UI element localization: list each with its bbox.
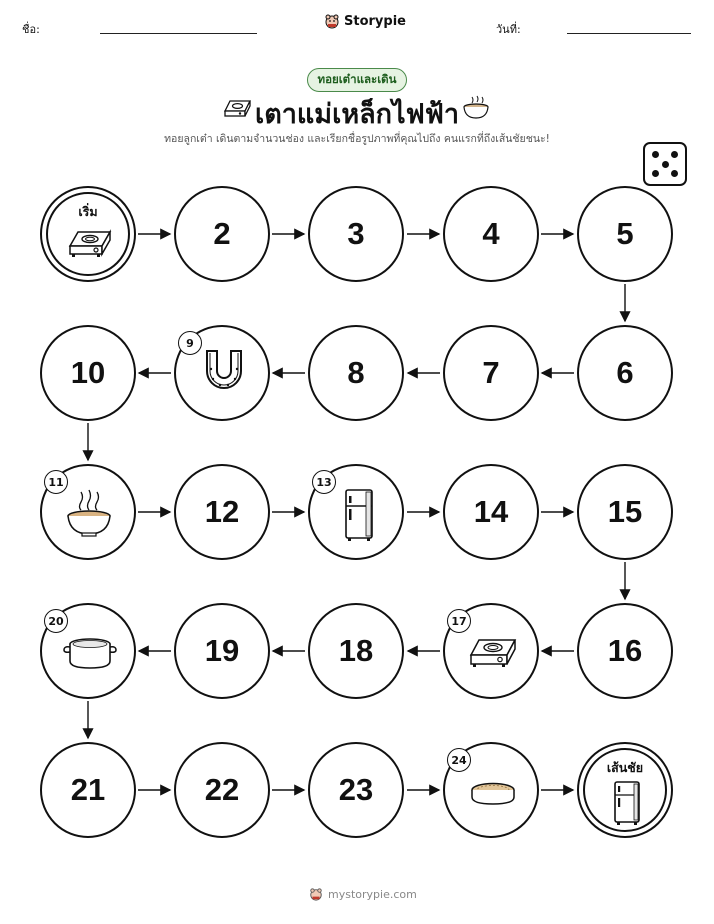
- soup-bowl-icon: [64, 488, 114, 538]
- refrigerator-icon: [613, 780, 641, 826]
- cell-number: 12: [204, 494, 240, 529]
- cell-number: 4: [482, 216, 500, 251]
- cell-number: 16: [607, 633, 643, 668]
- board-cell: [443, 186, 539, 282]
- board-cell: [40, 325, 136, 421]
- cell-number-badge: 17: [447, 609, 471, 633]
- cell-number: 10: [70, 355, 106, 390]
- board-cell: [308, 186, 404, 282]
- cell-number: 18: [338, 633, 374, 668]
- board-cell: [174, 186, 270, 282]
- board-cell: [308, 603, 404, 699]
- cell-number-badge: 11: [44, 470, 68, 494]
- cell-number-badge: 24: [447, 748, 471, 772]
- board-cell: [174, 464, 270, 560]
- finish-cell: [577, 742, 673, 838]
- cell-number: 14: [473, 494, 509, 529]
- cell-number: 23: [338, 772, 374, 807]
- cell-number: 5: [616, 216, 634, 251]
- game-tag: ทอยเต๋าและเดิน: [307, 68, 407, 92]
- instructions: ทอยลูกเต๋า เดินตามจำนวนช่อง และเรียกชื่อรูปภาพที่คุณไปถึง คนแรกที่ถึงเส้นชัยชนะ!: [164, 133, 550, 145]
- cell-number: 2: [213, 216, 231, 251]
- board-cell: [577, 603, 673, 699]
- refrigerator-icon: [343, 488, 375, 542]
- cooking-pot-icon: [62, 635, 118, 673]
- name-label: ชื่อ:: [22, 23, 40, 36]
- cell-number: 3: [347, 216, 365, 251]
- induction-cooker-icon: [66, 226, 114, 262]
- footer-site[interactable]: mystorypie.com: [328, 887, 417, 901]
- cell-number-badge: 9: [178, 331, 202, 355]
- board-cell: [577, 186, 673, 282]
- start-cell: [40, 186, 136, 282]
- cell-number-badge: 20: [44, 609, 68, 633]
- page-title: เตาแม่เหล็กไฟฟ้า: [254, 99, 460, 130]
- start-label: เริ่ม: [78, 204, 98, 219]
- cell-number: 21: [70, 772, 106, 807]
- board-cell: [443, 325, 539, 421]
- board-cell: [308, 742, 404, 838]
- board-cell: [308, 325, 404, 421]
- cell-number: 7: [482, 355, 500, 390]
- board-cell: [443, 464, 539, 560]
- date-label: วันที่:: [496, 23, 521, 36]
- brand-name: Storypie: [344, 13, 406, 29]
- board-cell: [174, 603, 270, 699]
- board-cell: [174, 742, 270, 838]
- cell-number: 22: [204, 772, 240, 807]
- cell-number: 8: [347, 355, 365, 390]
- cell-number: 6: [616, 355, 634, 390]
- board-cell: [577, 325, 673, 421]
- footer: [309, 887, 417, 901]
- board-cell: [40, 742, 136, 838]
- storypie-logo-icon: [309, 887, 323, 901]
- cell-number: 15: [607, 494, 643, 529]
- induction-cooker-icon: [467, 635, 519, 671]
- flat-pan-icon: [469, 780, 517, 808]
- horseshoe-magnet-icon: [201, 347, 247, 397]
- board-cell: [577, 464, 673, 560]
- cell-number-badge: 13: [312, 470, 336, 494]
- cell-number: 19: [204, 633, 240, 668]
- finish-label: เส้นชัย: [606, 760, 644, 775]
